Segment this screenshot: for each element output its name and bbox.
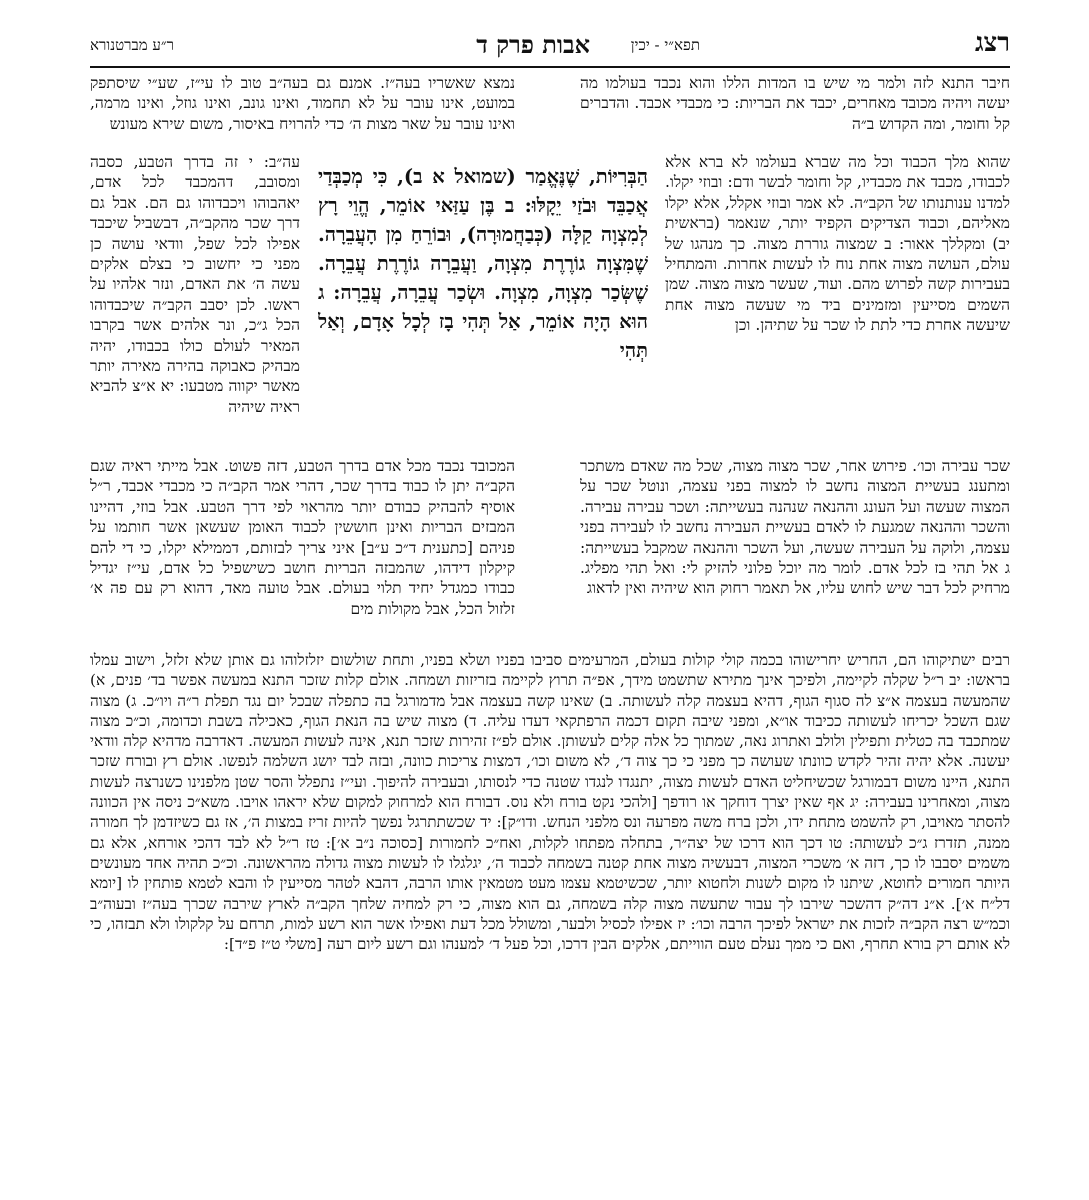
page-title: אבות פרק ד — [476, 30, 590, 59]
page-header — [90, 28, 1010, 68]
mishna-text: הַבְּרִיּוֹת, שֶׁנֶּאֱמַר (שמואל א ב), כִּי מְכַבְּדַי אֲכַבֵּד וּבֹזַי יֵקָלּוּ: ב בֶּן עַזַּאי אוֹמֵר, הֱוֵי רָץ לְמִצְוָה קַלָּה (כְּבַחֲמוּרָה), וּבוֹרֵחַ מִן הָעֲבֵרָה. שֶׁמִּצְוָה גוֹרֶרֶת מִצְוָה, וַעֲבֵרָה גוֹרֶרֶת עֲבֵרָה. שֶׁשְּׂכַר מִצְוָה, מִצְוָה. וּשְׂכַר עֲבֵרָה, עֲבֵרָה: ג הוּא הָיָה אוֹמֵר, אַל תְּהִי בָז לְכָל אָדָם, וְאַל תְּהִי — [318, 165, 648, 362]
tiferet-yisrael-top-block: נמצא שאשריו בעה״ז. אמנם גם בעה״ב טוב לו עי״ז, שע״י שיסתפק במועט, אינו עובר על לא תחמוד, ואינו גונב, ואינו גוזל, ואינו מרמה, ואינו עובר על שאר מצות ה׳ כדי להרויח באיסור, משום שירא מעונש — [90, 74, 515, 133]
bartenura-side-block: שהוא מלך הכבוד וכל מה שברא בעולמו לא ברא אלא לכבודו, מכבד את מכבדיו, קל וחומר לבשר ודם: ובוזי יקלו. למדנו ענותנותו של הקב״ה. לא אמר ובוזי אקלל, אלא יקלו מאליהם, וכבוד הצדיקים הקפיד יותר, שנאמר (בראשית יב) ומקללך אאור: ב שמצוה גוררת מצוה. כך מנהגו של עולם, העושה מצוה אחת נוח לו לעשות אחרות. והמתחיל בעבירות קשה לפרוש מהם. ועוד, שעשר מצוה מצוה. שמן השמים מסייעין ומזמינים ביד מי שעשה מצוה אחת שיעשה אחרת כדי לתת לו שכר על שתיהן. וכן — [665, 153, 1010, 335]
commentary-name: ר״ע מברטנורא — [90, 36, 174, 54]
tiferet-yisrael-side-block: עה״ב: י זה בדרך הטבע, כסבה ומסובב, דהמכבד לכל אדם, יאהבוהו ויכבדוהו גם הם. אבל גם דרך שכר מהקב״ה, דבשביל שיכבד אפילו לכל שפל, וודאי עושה כן מפני כי יחשוב כי בצלם אלקים עשה ה׳ את האדם, ונזר אלהיו על ראשו. לכן יסבב הקב״ה שיכבדוהו הכל ג״כ, ונר אלהים אשר בקרבו המאיר לעולם כולו בכבודו, יהיה מבהיק כאבוקה בהירה מאירה יותר מאשר יקווה מטבעו: יא א״צ להביא ראיה שיהיה — [90, 153, 300, 416]
page-number: רצג — [975, 28, 1010, 58]
header-rule — [90, 66, 1010, 68]
tiferet-yisrael-middle-block: המכובד נכבד מכל אדם בדרך הטבע, דזה פשוט. אבל מייתי ראיה שגם הקב״ה יתן לו כבוד בדרך שכר, דהרי אמר הקב״ה כי מכבדי אכבד, ר״ל אוסיף להבהיק כבודם יותר מהראוי לפי דרך הטבע. אבל בוזי, דהיינו המבזים הבריות ואינן חוששין לכבוד האומן שעשאן אשר חותמו על פניהם [כתענית ד״כ ע״ב] איני צריך לבזותם, דממילא יקלו, כי די להם קיקלון דידהו, שהמבזה הבריות חושב כשישפיל כל אדם, עי״ז יגדיל כבודו כמגדל יחיד תלוי בעולם. אבל טועה מאד, דהוא רק עם פה א׳ זלזול הכל, אבל מקולות מים — [90, 457, 515, 618]
bartenura-top-block: חיבר התנא לזה ולמר מי שיש בו המדות הללו והוא נכבד בעולמו מה יעשה ויהיה מכובד מאחרים, יכבד את הבריות: כי מכבדי אכבד. והדברים קל וחומר, ומה הקדוש ב״ה — [580, 74, 1010, 133]
tiferet-yisrael-wide-block: רבים ישתיקוהו הם, החריש יחרישוהו בכמה קולי קולות בעולם, המרעימים סביבו בפניו ושלא בפניו, ותחת שולשום יזלזלוהו גם אותן שלא זלזל, וישוב עמלו בראשו: יב ר״ל שקלה לקיימה, ולפיכך אינך מתירא שתשמט מידך, אפ״ה תרוץ לקיימה בזריזות ושמחה. אולם קלות שזכר התנא במעשה אפשר בד׳ פנים, א) שהמעשה בעצמה א״צ לה סגוף הגוף, דהיא בעצמה קלה לעשותה. ב) שאינו קשה בעצמה אבל מדמורגל בה כתפלה שבכל יום נגד תפלת ר״ה ויו״כ. ג) מצוה שגם השכל יכריחו לעשותה ככיבוד או״א, ומפני שיבה תקום דכמה הרפתקאי דעדו עליה. ד) מצוה שיש בה הנאת הגוף, כאכילה בשבת וכדומה, וכ״כ מצוה שמתכבד בה כטלית ותפילין ולולב ואתרוג נאה, שמתוך כל אלה קלים לעשותן. אולם לפ״ז זהירות שזכר תנא, אינה לעשות המעשה. דאדרבה מדהיא קלה וודאי יעשנה. אלא יהיה זהיר לקדש כוונתו שעושה כך מפני כי כך צוה ד׳, לא משום וכו׳, דמצות צריכות כוונה, ובזה לבד יושג השלמה לנפשו. אולם רץ ובורח שזכר התנא, היינו משום דבמורגל שכשיחליט האדם לעשות מצוה, יתנגדו לנגדו שטנה כדי לנסותו, ובעבירה להיפוך. ועי״ז נתפלל והסר שטן מלפנינו כשנרצה לעשות מצוה, ומאחרינו בעבירה: יג אף שאין יצרך דוחקך או רודפך [ולהכי נקט בורח ולא נוס. דבורח הוא למרחוק למקום שלא יראהו אויבו. משא״כ ניסה אין הכוונה להסתר מאויבו, רק להשמט מתחת ידו, ולכן ברח משה מפרעה ונס מלפני הנחש. ודו״ק]: יד שכשתתרגל נפשך להיות זריז במצות ה׳, אז גם כשיזדמן לך חמורה ממנה, תזדרז ג״כ לעשותה: טו דכך הוא דרכו של יצה״ר, בתחלה מפתחו לקלות, ואח״כ לחמורות [כסוכה נ״ב א׳]: טז ר״ל לא לבד דהכי אורחא, אלא גם משמים יסבבו לו כך, דזה א׳ משכרי המצוה, דבעשיה מצוה אחת קטנה בשמחה לכבוד ה׳, יגלגלו לו לעשות מצוה גדולה מהראשונה. וכ״כ תהיה אחד מעונשים היותר חמורים לחוטא, שיתנו לו מקום לשנות ולחטוא יותר, שכשיטמא עצמו מעט מטמאין אותו הרבה, דהבא לטהר מסייעין לו והבא לטמא פותחין לו [יומא דל״ח א׳]. א״נ דה״ק דהשכר שירבו לך עבור שתעשה מצוה קלה בשמחה, גם הוא מצוה, כי רק למחיה שלחך הקב״ה לארץ שירבה שכרך בעה״ז ובעוה״ב וכמ״ש רצה הקב״ה לזכות את ישראל לפיכך הרבה וכו׳: יז אפילו לכסיל ולבער, ומשולל מכל דעת ואפילו אשר הוא רשע למות, תרחם על קלקולו ולא תבזהו, כי לא אותם רק בורא תחרף, ואם כי ממך נעלם טעם הווייתם, אלקים הבין דרכו, וכל פעל ד׳ למענהו וגם רשע ליום רעה [משלי ט״ז פ״ד]: — [90, 651, 1010, 954]
bartenura-bottom-block: שכר עבירה וכו׳. פירוש אחר, שכר מצוה מצוה, שכל מה שאדם משתכר ומתענג בעשיית המצוה נחשב לו למצוה בפני עצמה, ונוטל שכר על המצוה שעשה ועל העונג וההנאה שנהנה בעשייתה: ושכר עבירה עבירה. והשכר וההנאה שמגעת לו לאדם בעשיית העבירה נחשב לו לעבירה בפני עצמה, ולוקה על העבירה שעשה, ועל השכר וההנאה שמקבל בעשייתה: ג אל תהי בז לכל אדם. לומר מה יוכל פלוני להזיק לי: ואל תהי מפליג. מרחיק לכל דבר שיש לחוש עליו, אל תאמר רחוק הוא שיהיה ואין לדאוג — [580, 457, 1010, 598]
mishna-range-label: תפא״י - יכין — [630, 36, 700, 54]
